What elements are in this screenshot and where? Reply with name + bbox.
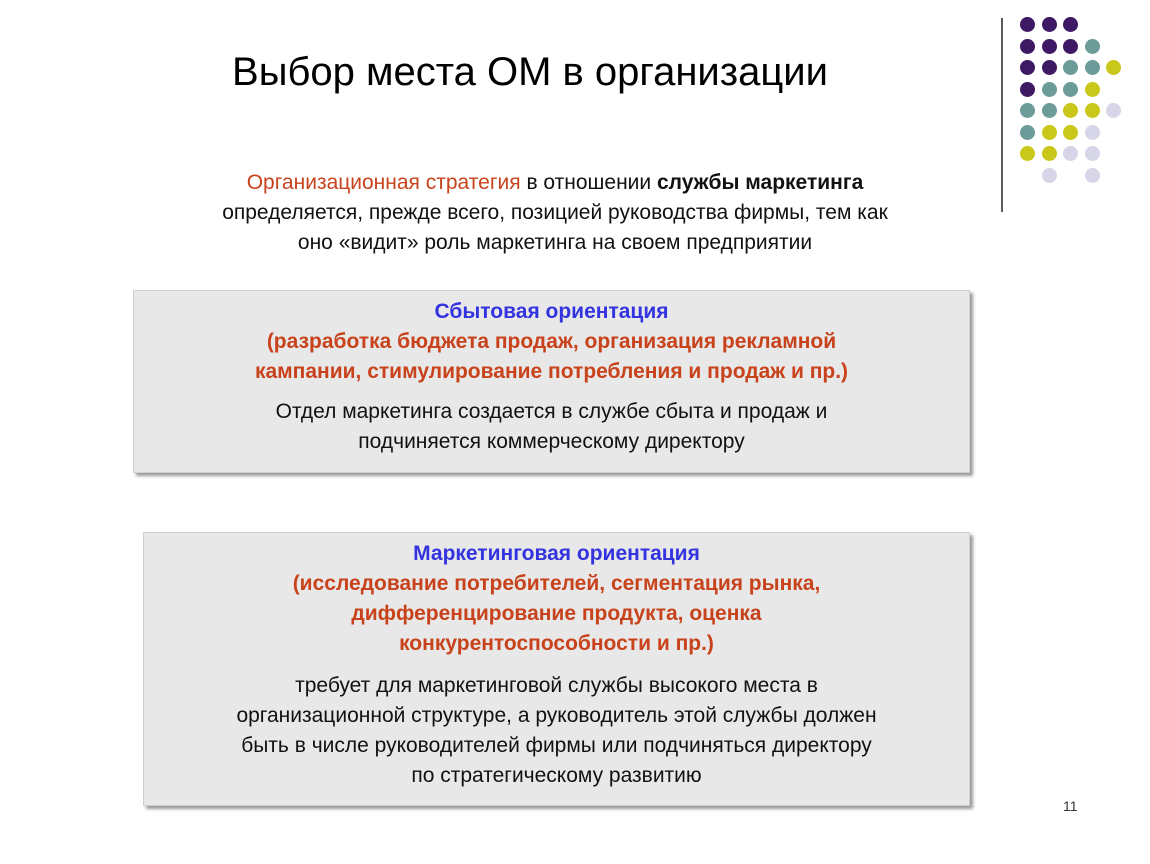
decorative-dot: [1020, 39, 1035, 54]
marketing-detail-line-2: дифференцирование продукта, оценка: [351, 602, 762, 625]
marketing-body-line-4: по стратегическому развитию: [411, 764, 702, 787]
marketing-detail-line-3: конкурентоспособности и пр.): [399, 632, 714, 655]
sales-body-line-2: подчиняется коммерческому директору: [358, 430, 745, 453]
decorative-dot: [1063, 82, 1078, 97]
decorative-dot: [1085, 103, 1100, 118]
marketing-body-line-3: быть в числе руководителей фирмы или подчиняться директору: [241, 734, 872, 757]
decorative-dot: [1020, 60, 1035, 75]
decorative-dot: [1063, 146, 1078, 161]
decorative-dot: [1085, 60, 1100, 75]
decorative-dot: [1020, 146, 1035, 161]
intro-text-mid: в отношении: [520, 171, 657, 194]
decorative-dot: [1063, 17, 1078, 32]
marketing-heading: Маркетинговая ориентация: [413, 542, 700, 565]
decorative-dot: [1106, 60, 1121, 75]
intro-highlight: Организационная стратегия: [246, 171, 521, 194]
slide-title: Выбор места ОМ в организации: [232, 50, 828, 94]
decorative-dot: [1085, 39, 1100, 54]
decorative-dot: [1063, 103, 1078, 118]
sales-heading: Сбытовая ориентация: [434, 300, 669, 323]
decorative-dot: [1042, 60, 1057, 75]
marketing-detail-line-1: (исследование потребителей, сегментация рынка,: [292, 572, 821, 595]
decorative-dot: [1020, 17, 1035, 32]
decorative-dot: [1085, 168, 1100, 183]
marketing-orientation-box: [143, 532, 970, 806]
decorative-dot: [1063, 60, 1078, 75]
sales-detail-line-1: (разработка бюджета продаж, организация рекламной: [266, 330, 837, 353]
intro-paragraph: [130, 168, 980, 258]
decorative-dot: [1042, 17, 1057, 32]
decorative-dot: [1063, 125, 1078, 140]
marketing-body-line-1: требует для маркетинговой службы высокого места в: [295, 674, 818, 697]
sales-body-line-1: Отдел маркетинга создается в службе сбыта и продаж и: [275, 400, 828, 423]
decorative-dot: [1042, 168, 1057, 183]
decorative-dot: [1085, 82, 1100, 97]
decorative-dot: [1063, 39, 1078, 54]
decorative-dot: [1020, 82, 1035, 97]
decorative-dot: [1085, 146, 1100, 161]
sales-detail-line-2: кампании, стимулирование потребления и продаж и пр.): [254, 360, 849, 383]
decorative-dot-grid: [1020, 17, 1130, 187]
decorative-dot: [1042, 103, 1057, 118]
decorative-dot: [1106, 103, 1121, 118]
decorative-dot: [1085, 125, 1100, 140]
page-number: 11: [1063, 798, 1078, 814]
decorative-divider: [1001, 18, 1003, 212]
decorative-dot: [1020, 125, 1035, 140]
decorative-dot: [1042, 39, 1057, 54]
sales-orientation-box: [133, 290, 970, 473]
intro-line-2: определяется, прежде всего, позицией руководства фирмы, тем как: [222, 201, 888, 224]
intro-line-1: [130, 168, 980, 198]
decorative-dot: [1042, 146, 1057, 161]
decorative-dot: [1020, 103, 1035, 118]
intro-line-3: оно «видит» роль маркетинга на своем предприятии: [297, 231, 813, 254]
decorative-dot: [1042, 125, 1057, 140]
marketing-body-line-2: организационной структуре, а руководитель этой службы должен: [236, 704, 877, 727]
intro-bold: службы маркетинга: [656, 171, 864, 194]
decorative-dot: [1042, 82, 1057, 97]
